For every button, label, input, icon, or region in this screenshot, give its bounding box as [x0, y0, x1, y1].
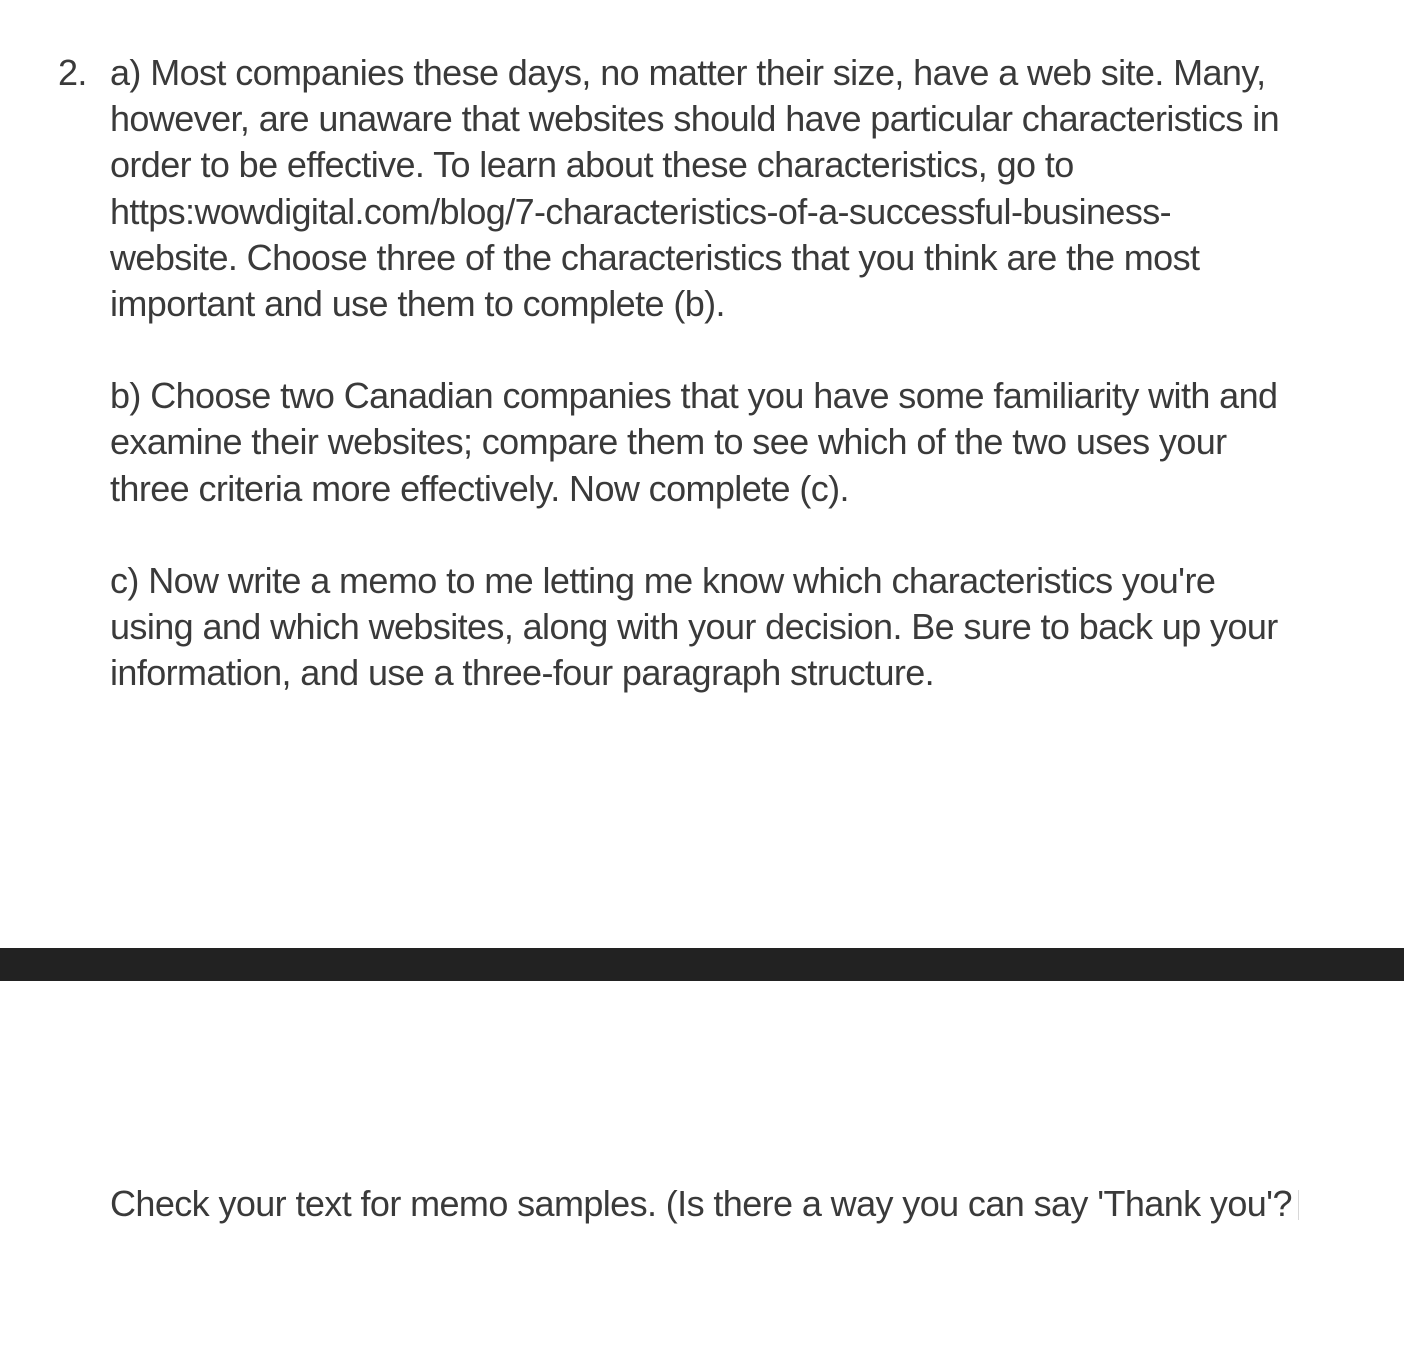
- question-part-b: b) Choose two Canadian companies that you have some familiarity with and examine their websites; compare them to see which of the two uses your three criteria more effectively. Now complete (c).: [110, 375, 1278, 509]
- memo-note-text: Check your text for memo samples. (Is there a way you can say 'Thank you'?: [110, 1183, 1292, 1224]
- question-part-c: c) Now write a memo to me letting me know which characteristics you're using and which websites, along with your decision. Be sure to back up your information, and use a three-four paragraph structure.: [110, 559, 1278, 694]
- memo-note: [110, 1181, 1310, 1227]
- note-panel: [0, 981, 1404, 1362]
- question-part-a: a) Most companies these days, no matter their size, have a web site. Many, however, are unaware that websites should have particular characteristics in order to be effective. To learn about these characteristics, go to https:wowdigital.com/blog/7-characteristics-of-a-successful-business- website. Choose three of the characteristics that you think are the most important and use them to complete (b).: [110, 52, 1280, 325]
- text-cursor: [1298, 1190, 1299, 1220]
- question-number: 2.: [58, 52, 87, 93]
- question-body: [110, 50, 1300, 696]
- section-divider: [0, 948, 1404, 981]
